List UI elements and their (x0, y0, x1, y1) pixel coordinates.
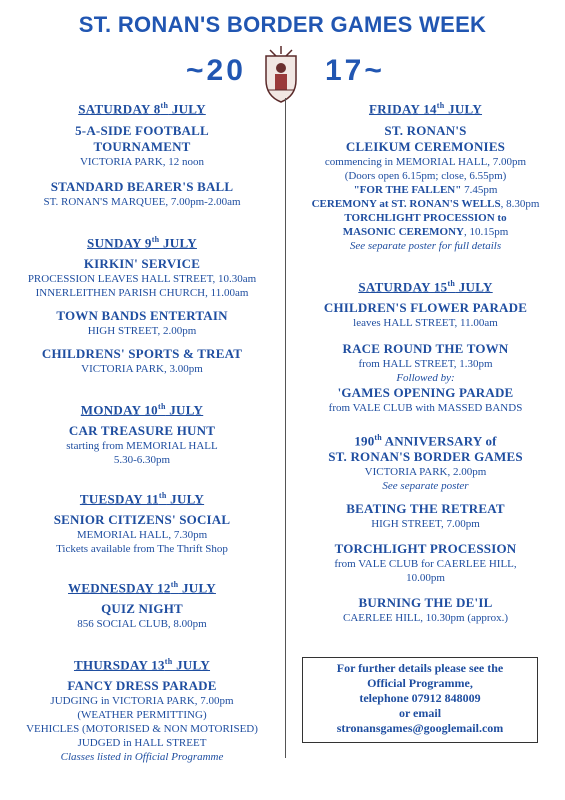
event-title: STANDARD BEARER'S BALL (50, 179, 234, 194)
event-detail: TORCHLIGHT PROCESSION to (344, 212, 507, 224)
event-detail: INNERLEITHEN PARISH CHURCH, 11.00am (35, 287, 249, 299)
event-note: See separate poster for full details (349, 240, 502, 252)
event-detail: HIGH STREET, 7.00pm (371, 518, 480, 530)
event-detail: HIGH STREET, 2.00pm (87, 325, 197, 337)
event-title: TORCHLIGHT PROCESSION (334, 541, 517, 556)
event-detail: MASONIC CEREMONY, 10.15pm (342, 226, 509, 238)
event-title: CHILDRENS' SPORTS & TREAT (41, 346, 243, 361)
year-right: 17~ (325, 54, 385, 87)
event-detail: (WEATHER PERMITTING) (77, 709, 207, 721)
event-detail: 5.30-6.30pm (113, 454, 171, 466)
event-title: TOWN BANDS ENTERTAIN (56, 308, 228, 323)
event-title: SENIOR CITIZENS' SOCIAL (53, 512, 231, 527)
event-detail: CEREMONY at ST. RONAN'S WELLS, 8.30pm (311, 198, 540, 210)
event-detail: PROCESSION LEAVES HALL STREET, 10.30am (27, 273, 257, 285)
event-detail: VEHICLES (MOTORISED & NON MOTORISED) (26, 723, 258, 735)
day-heading-monday-10: MONDAY 10th JULY (80, 402, 204, 418)
event-detail: MEMORIAL HALL, 7.30pm (76, 529, 208, 541)
event-detail: (Doors open 6.15pm; close, 6.55pm) (344, 170, 507, 182)
contact-email: stronansgames@googlemail.com (336, 721, 504, 735)
event-title: ST. RONAN'S BORDER GAMES (328, 449, 523, 465)
event-detail: from VALE CLUB for CAERLEE HILL, (334, 558, 517, 570)
day-heading-tuesday-11: TUESDAY 11th JULY (79, 491, 205, 507)
contact-info-box (302, 657, 538, 743)
day-heading-saturday-15: SATURDAY 15th JULY (358, 279, 493, 295)
day-heading-sunday-9: SUNDAY 9th JULY (87, 235, 197, 251)
event-title: QUIZ NIGHT (101, 601, 183, 616)
event-title: RACE ROUND THE TOWN (342, 341, 509, 356)
event-detail: JUDGING in VICTORIA PARK, 7.00pm (50, 695, 234, 707)
event-title: FANCY DRESS PARADE (67, 678, 217, 693)
day-heading-wednesday-12: WEDNESDAY 12th JULY (68, 580, 216, 596)
event-detail: commencing in MEMORIAL HALL, 7.00pm (324, 156, 527, 168)
event-detail: starting from MEMORIAL HALL (66, 440, 218, 452)
event-title: KIRKIN' SERVICE (83, 256, 201, 271)
event-detail: 856 SOCIAL CLUB, 8.00pm (77, 618, 207, 630)
event-detail: leaves HALL STREET, 11.00am (353, 317, 498, 329)
contact-phone: telephone 07912 848009 (359, 691, 481, 705)
event-detail: from VALE CLUB with MASSED BANDS (328, 402, 523, 414)
poster-title: ST. RONAN'S BORDER GAMES WEEK (78, 12, 487, 37)
event-title: CHILDREN'S FLOWER PARADE (323, 300, 528, 315)
event-detail: from HALL STREET, 1.30pm (358, 358, 493, 370)
event-note: Classes listed in Official Programme (60, 751, 224, 763)
contact-line: For further details please see the (336, 661, 504, 675)
event-title: CLEIKUM CEREMONIES (345, 139, 506, 154)
event-detail: ST. RONAN'S MARQUEE, 7.00pm-2.00am (43, 196, 241, 208)
event-title: 190th ANNIVERSARY of (354, 433, 497, 449)
event-title: TOURNAMENT (93, 139, 191, 154)
event-detail: Tickets available from The Thrift Shop (56, 543, 228, 555)
column-divider (285, 98, 286, 758)
event-detail: VICTORIA PARK, 12 noon (79, 156, 205, 168)
event-detail: VICTORIA PARK, 3.00pm (81, 363, 203, 375)
event-detail: "FOR THE FALLEN" 7.45pm (353, 184, 498, 196)
event-note: Followed by: (396, 372, 455, 384)
year-left: ~20 (186, 54, 246, 87)
event-detail: CAERLEE HILL, 10.30pm (approx.) (343, 612, 508, 624)
day-heading-saturday-8: SATURDAY 8th JULY (78, 101, 206, 117)
event-detail: JUDGED in HALL STREET (77, 737, 207, 749)
event-title: 'GAMES OPENING PARADE (337, 385, 514, 400)
day-heading-friday-14: FRIDAY 14th JULY (368, 101, 483, 117)
event-title: BEATING THE RETREAT (346, 501, 505, 516)
event-note: See separate poster (382, 480, 469, 493)
event-title: BURNING THE DE'IL (358, 595, 493, 610)
crest-emblem (258, 46, 304, 106)
contact-line: or email (398, 706, 442, 720)
event-title: ST. RONAN'S (384, 123, 467, 138)
event-title: 5-A-SIDE FOOTBALL (75, 123, 209, 138)
event-detail: 10.00pm (406, 572, 445, 584)
contact-line: Official Programme, (367, 676, 473, 690)
day-heading-thursday-13: THURSDAY 13th JULY (73, 657, 211, 673)
event-title: CAR TREASURE HUNT (68, 423, 216, 438)
event-detail: VICTORIA PARK, 2.00pm (364, 466, 487, 479)
